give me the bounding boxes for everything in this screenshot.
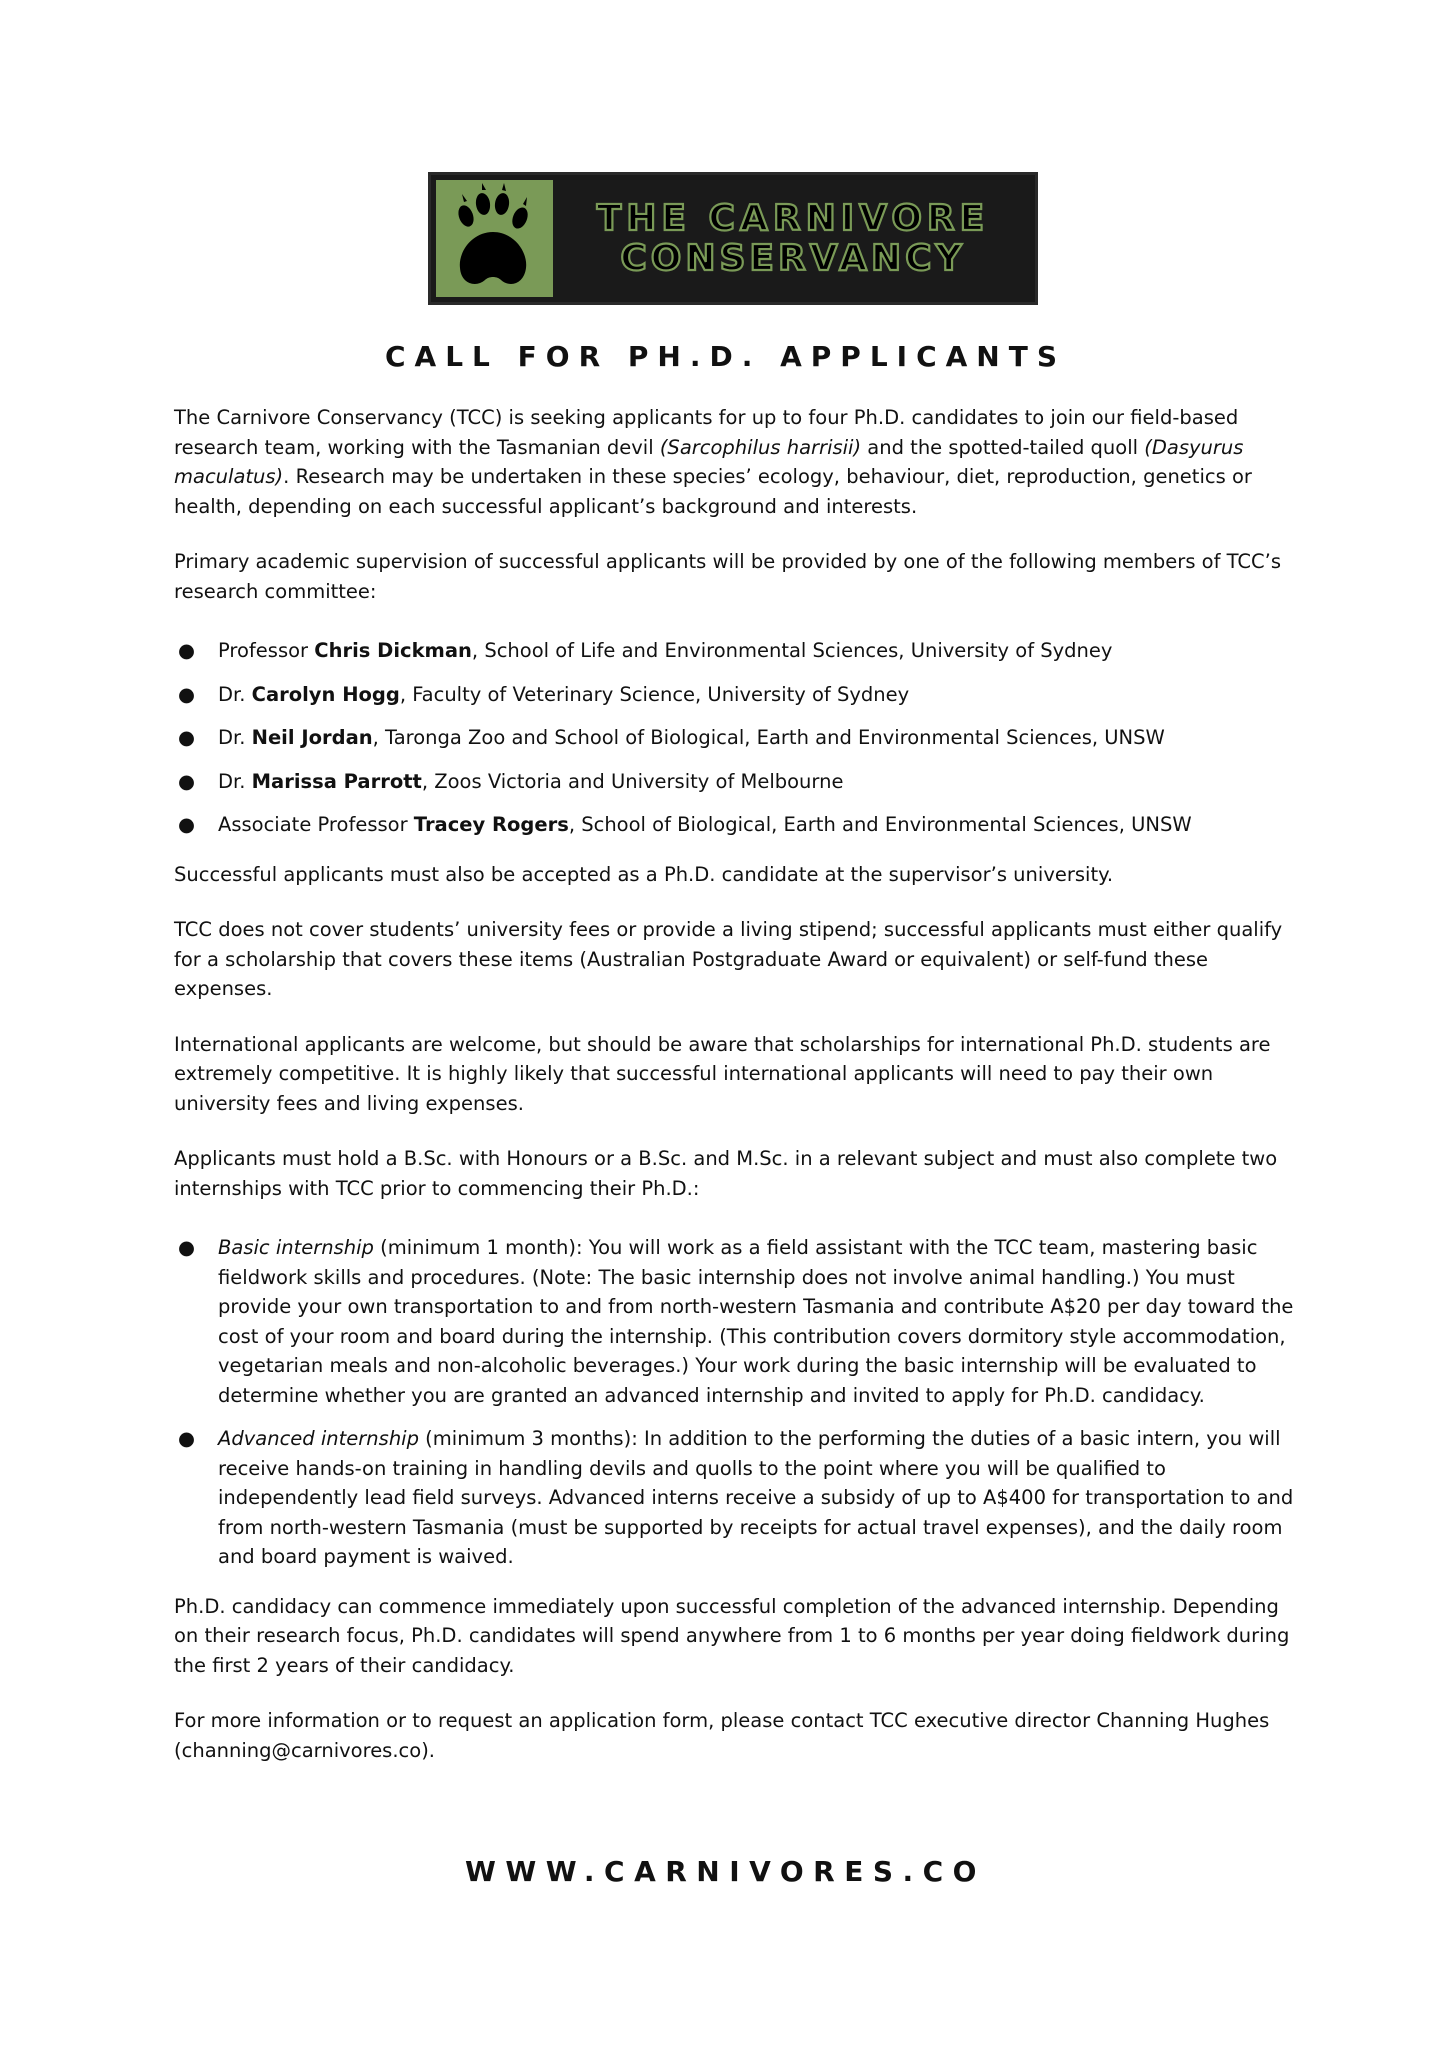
intro-text-3: . Research may be undertaken in these species’ ecology, behaviour, diet, reproduction, genetics or health, depending on each successful applicant’s background and interests. — [174, 465, 1252, 518]
species-quoll: (Dasyurus maculatus) — [174, 435, 1244, 488]
logo-line-1: THE CARNIVORE — [596, 197, 990, 239]
supervisor-name: Neil Jordan — [251, 726, 373, 749]
internship-item-advanced — [174, 1424, 1294, 1572]
bullet-icon: ● — [178, 639, 196, 662]
internship-name: Advanced internship — [218, 1427, 419, 1450]
supervisor-name: Marissa Parrott — [251, 769, 422, 793]
international-paragraph: International applicants are welcome, but should be aware that scholarships for international Ph.D. students are extremely competitive. It is highly likely that successful international applicants will need to pay their own university fees and living expenses. — [174, 1032, 1271, 1115]
carnivore-conservancy-logo — [428, 172, 1038, 305]
supervisor-name: Carolyn Hogg — [251, 682, 400, 706]
candidacy-paragraph: Ph.D. candidacy can commence immediately upon successful completion of the advanced internship. Depending on their research focus, Ph.D. candidates will spend anywhere from 1 to 6 months per year doing fieldwork during the first 2 years of their candidacy. — [174, 1594, 1290, 1677]
fees-paragraph: TCC does not cover students’ university fees or provide a living stipend; successful applicants must either qualify for a scholarship that covers these items (Australian Postgraduate Award or equivalent) or self-fund these expenses. — [174, 918, 1283, 1000]
supervisor-title: Dr. — [218, 682, 252, 706]
supervisor-detail: , Taronga Zoo and School of Biological, Earth and Environmental Sciences, UNSW — [372, 726, 1165, 749]
supervisor-title: Associate Professor — [218, 813, 414, 836]
supervisor-item — [174, 680, 1294, 710]
bullet-icon: ● — [178, 726, 196, 749]
bullet-icon: ● — [178, 813, 196, 836]
internship-list — [174, 1233, 1294, 1572]
logo-wordmark — [559, 183, 1027, 294]
internship-name: Basic internship — [218, 1236, 374, 1259]
page-title: CALL FOR PH.D. APPLICANTS — [385, 340, 1066, 373]
bullet-icon: ● — [178, 1236, 196, 1259]
supervisor-title: Professor — [218, 639, 315, 662]
website-url: WWW.CARNIVORES.CO — [465, 1855, 986, 1888]
supervisor-item — [174, 810, 1294, 840]
supervisor-title: Dr. — [218, 769, 252, 793]
internship-text: (minimum 1 month): You will work as a field assistant with the TCC team, mastering basic fieldwork skills and procedures. (Note: The basic internship does not involve animal handling.) You must provide your own transportation to and from north-western Tasmania and contribute A$20 per day toward the cost of your room and board during the internship. (This contribution covers dormitory style accommodation, vegetarian meals and non-alcoholic beverages.) Your work during the basic internship will be evaluated to determine whether you are granted an advanced internship and invited to apply for Ph.D. candidacy. — [218, 1236, 1294, 1407]
document-body — [174, 403, 1294, 1791]
supervisor-item — [174, 767, 1294, 797]
intro-text-2: and the spotted-tailed quoll — [861, 435, 1145, 459]
supervisor-detail: , Zoos Victoria and University of Melbourne — [421, 769, 844, 793]
intro-paragraph — [174, 403, 1294, 521]
supervisor-detail: , Faculty of Veterinary Science, University of Sydney — [399, 682, 910, 706]
supervisor-detail: , School of Life and Environmental Sciences, University of Sydney — [471, 639, 1113, 662]
bullet-icon: ● — [178, 1427, 196, 1450]
internship-item-basic — [174, 1233, 1294, 1410]
acceptance-paragraph: Successful applicants must also be accepted as a Ph.D. candidate at the supervisor’s university. — [174, 862, 1114, 886]
internship-text: (minimum 3 months): In addition to the performing the duties of a basic intern, you will receive hands-on training in handling devils and quolls to the point where you will be qualified to independently lead field surveys. Advanced interns receive a subsidy of up to A$400 for transportation to and from north-western Tasmania (must be supported by receipts for actual travel expenses), and the daily room and board payment is waived. — [218, 1427, 1294, 1568]
bullet-icon: ● — [178, 769, 196, 793]
intro-text-1: The Carnivore Conservancy (TCC) is seeking applicants for up to four Ph.D. candidates to join our field-based research team, working with the Tasmanian devil — [174, 406, 1239, 459]
bullet-icon: ● — [178, 682, 196, 706]
paw-print-icon — [436, 180, 553, 297]
species-devil: (Sarcophilus harrisii) — [659, 435, 862, 459]
requirements-paragraph: Applicants must hold a B.Sc. with Honours or a B.Sc. and M.Sc. in a relevant subject and must also complete two internships with TCC prior to commencing their Ph.D.: — [174, 1147, 1278, 1200]
contact-paragraph: For more information or to request an application form, please contact TCC executive director Channing Hughes (channing@carnivores.co). — [174, 1709, 1270, 1762]
supervision-paragraph: Primary academic supervision of successful applicants will be provided by one of the following members of TCC’s research committee: — [174, 550, 1282, 603]
supervisor-title: Dr. — [218, 726, 252, 749]
supervisor-name: Tracey Rogers — [413, 813, 569, 836]
supervisor-item — [174, 723, 1294, 753]
supervisor-item — [174, 636, 1294, 666]
supervisor-detail: , School of Biological, Earth and Environmental Sciences, UNSW — [568, 813, 1192, 836]
supervisor-name: Chris Dickman — [314, 639, 472, 662]
supervisor-list — [174, 636, 1294, 840]
logo-line-2: CONSERVANCY — [620, 237, 966, 279]
